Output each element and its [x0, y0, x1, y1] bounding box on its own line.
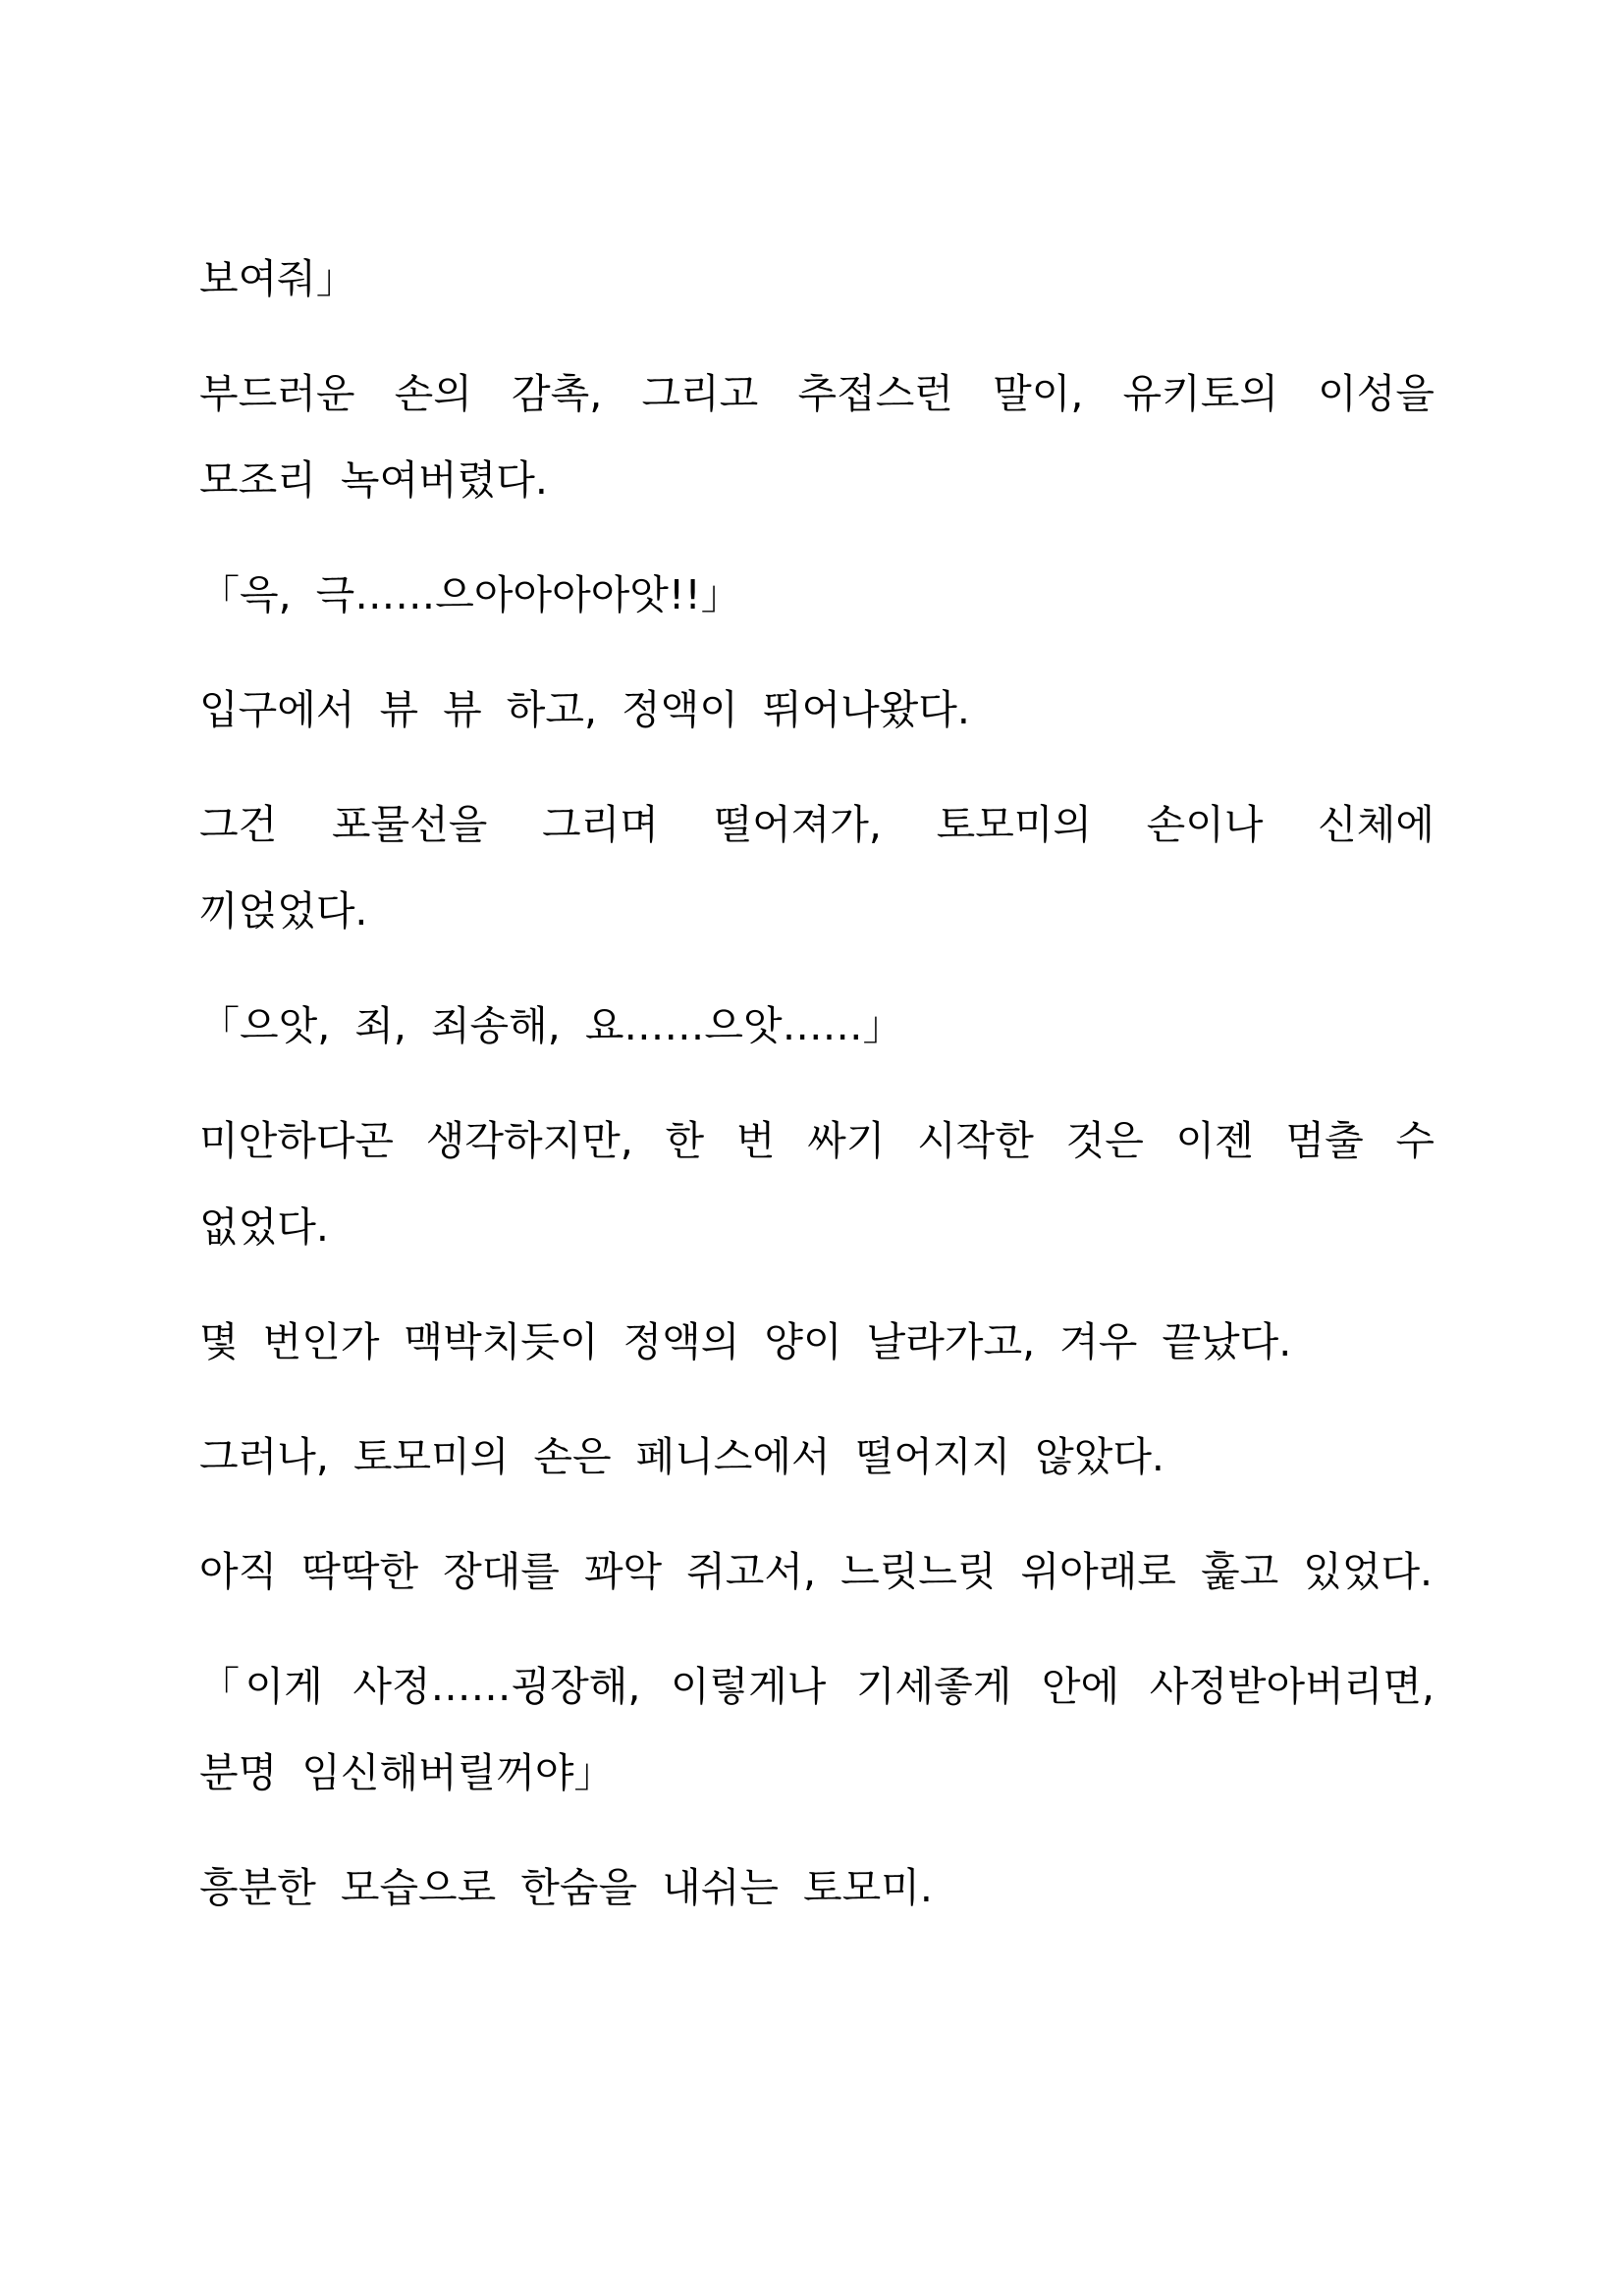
paragraph: 몇 번인가 맥박치듯이 정액의 양이 날라가고, 겨우 끝났다. [199, 1318, 1292, 1365]
paragraph: 그러나, 토모미의 손은 페니스에서 떨어지지 않았다. [199, 1433, 1164, 1480]
dialogue-paragraph: 「으앗, 죄, 죄송해, 요……으앗……」 [199, 1002, 903, 1049]
paragraph: 그건 포물선을 그리며 떨어져가, 토모미의 손이나 신체에 끼얹었다. [199, 801, 1435, 934]
paragraph: 보여줘」 [199, 255, 356, 302]
paragraph: 입구에서 뷰 뷰 하고, 정액이 뛰어나왔다. [199, 686, 970, 733]
text-body [199, 236, 1435, 1959]
paragraph: 부드러운 손의 감촉, 그리고 추접스런 말이, 유키토의 이성을 모조리 녹여버렸다. [199, 370, 1435, 504]
dialogue-paragraph: 「윽, 극……으아아아아앗!!」 [199, 571, 741, 618]
dialogue-paragraph: 「이게 사정……굉장해, 이렇게나 기세좋게 안에 사정받아버리면, 분명 임신해버릴꺼야」 [199, 1663, 1435, 1796]
paragraph: 아직 딱딱한 장대를 꽈악 쥐고서, 느릿느릿 위아래로 훑고 있었다. [199, 1548, 1434, 1595]
paragraph: 흥분한 모습으로 한숨을 내쉬는 토모미. [199, 1864, 933, 1911]
paragraph: 미안하다곤 생각하지만, 한 번 싸기 시작한 것은 이젠 멈출 수 없었다. [199, 1117, 1435, 1251]
